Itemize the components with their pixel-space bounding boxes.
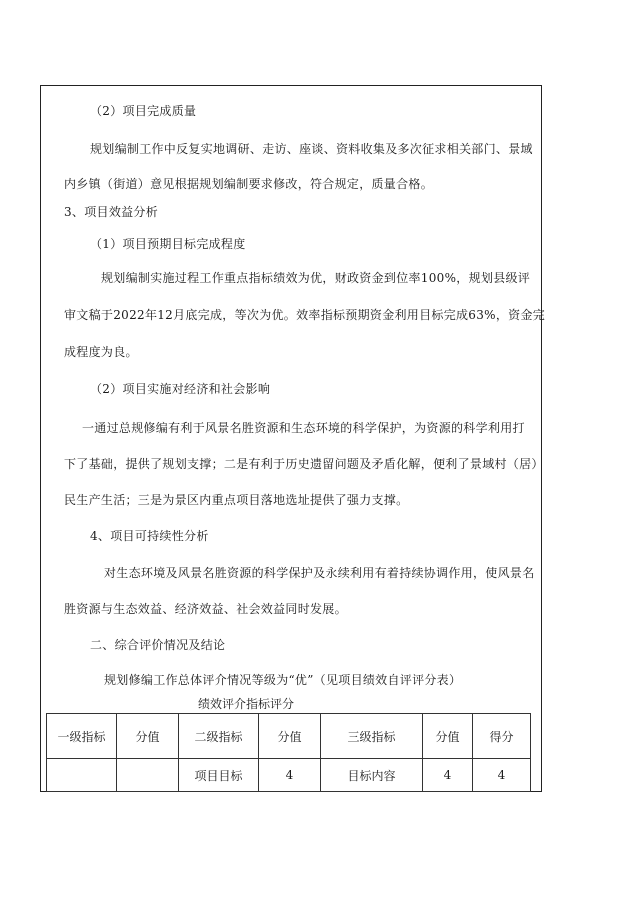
header-cell: 三级指标 bbox=[321, 714, 423, 759]
paragraph-line: 审文稿于2022年12月底完成，等次为优。效率指标预期资金利用目标完成63%，资金完 bbox=[64, 308, 546, 322]
table-caption: 绩效评介指标评分 bbox=[198, 697, 295, 711]
table-cell: 4 bbox=[259, 759, 321, 792]
paragraph-line: 内乡镇（街道）意见根据规划编制要求修改，符合规定，质量合格。 bbox=[64, 177, 434, 191]
paragraph-line: 成程度为良。 bbox=[64, 345, 138, 359]
benefit-sub2-heading: （2）项目实施对经济和社会影响 bbox=[90, 382, 271, 396]
paragraph-line: 规划编制实施过程工作重点指标绩效为优，财政资金到位率100%，规划县级评 bbox=[101, 271, 531, 285]
table-cell bbox=[117, 759, 179, 792]
paragraph-line: 对生态环境及风景名胜资源的科学保护及永续利用有着持续协调作用，使风景名 bbox=[104, 566, 535, 580]
header-cell: 分值 bbox=[117, 714, 179, 759]
table-header-row bbox=[47, 714, 531, 759]
conclusion-heading: 二、综合评价情况及结论 bbox=[90, 638, 226, 652]
header-cell: 一级指标 bbox=[47, 714, 117, 759]
table-cell: 项目目标 bbox=[179, 759, 259, 792]
paragraph-line: 下了基础，提供了规划支撑；二是有利于历史遗留问题及矛盾化解，便利了景域村（居） bbox=[64, 457, 544, 471]
header-cell: 二级指标 bbox=[179, 714, 259, 759]
table-cell bbox=[47, 759, 117, 792]
quality-heading: （2）项目完成质量 bbox=[90, 104, 197, 118]
sustain-heading: 4、项目可持续性分析 bbox=[90, 529, 209, 543]
table-cell: 4 bbox=[473, 759, 531, 792]
benefit-heading: 3、项目效益分析 bbox=[64, 205, 159, 219]
paragraph-line: 一通过总规修编有利于风景名胜资源和生态环境的科学保护，为资源的科学利用打 bbox=[82, 421, 525, 435]
table-cell: 目标内容 bbox=[321, 759, 423, 792]
header-cell: 分值 bbox=[259, 714, 321, 759]
conclusion-line: 规划修编工作总体评介情况等级为“优”（见项目绩效自评评分表） bbox=[104, 673, 462, 687]
table-cell: 4 bbox=[423, 759, 473, 792]
paragraph-line: 胜资源与生态效益、经济效益、社会效益同时发展。 bbox=[64, 602, 347, 616]
benefit-sub1-heading: （1）项目预期目标完成程度 bbox=[90, 237, 246, 251]
paragraph-line: 民生产生活；三是为景区内重点项目落地选址提供了强力支撑。 bbox=[64, 493, 409, 507]
table-row bbox=[47, 759, 531, 792]
paragraph-line: 规划编制工作中反复实地调研、走访、座谈、资料收集及多次征求相关部门、景域 bbox=[90, 142, 533, 156]
score-table bbox=[46, 713, 531, 792]
header-cell: 得分 bbox=[473, 714, 531, 759]
header-cell: 分值 bbox=[423, 714, 473, 759]
